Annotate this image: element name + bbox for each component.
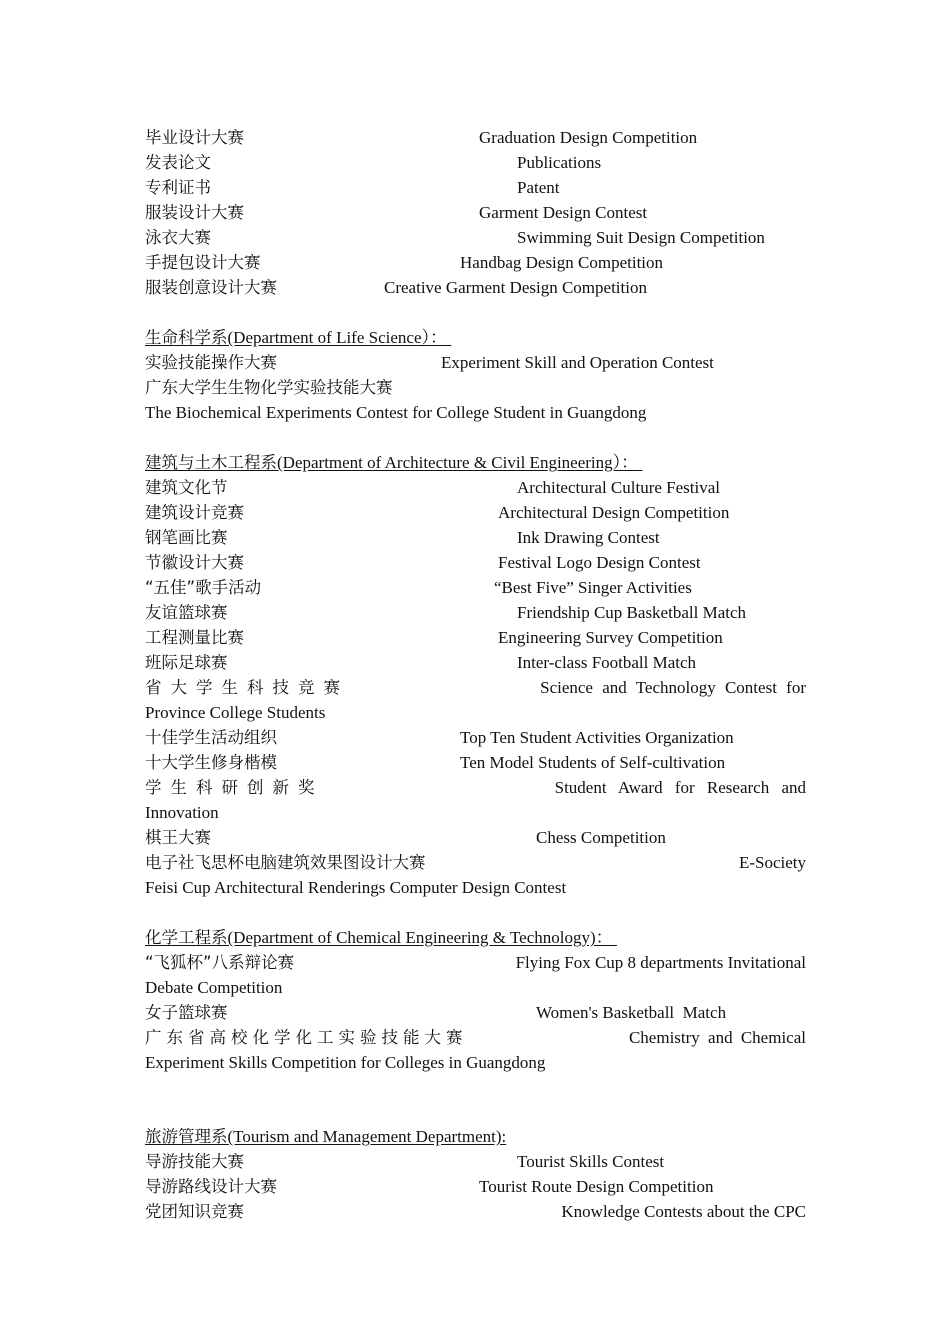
- item-zh: 省大学生科技竞赛: [145, 678, 349, 697]
- item-zh: 电子社飞思杯电脑建筑效果图设计大赛: [145, 853, 426, 872]
- list-item: [145, 225, 806, 250]
- item-zh: 友谊篮球赛: [145, 603, 228, 622]
- item-zh: 建筑设计竞赛: [145, 503, 244, 522]
- item-en: Student Award for Research and: [554, 778, 806, 797]
- list-item-continuation: [145, 1050, 806, 1075]
- item-en: Publications: [517, 153, 602, 172]
- heading-en: (Department of Life Science）：: [227, 328, 447, 347]
- list-item: [145, 950, 806, 975]
- item-en: Chess Competition: [536, 828, 666, 847]
- item-zh: 泳衣大赛: [145, 228, 211, 247]
- list-item: [145, 475, 806, 500]
- item-en: Ink Drawing Contest: [517, 528, 660, 547]
- list-item: [145, 850, 806, 875]
- list-item: [145, 550, 806, 575]
- item-en: Swimming Suit Design Competition: [517, 228, 765, 247]
- list-item: [145, 175, 806, 200]
- item-zh: 服装创意设计大赛: [145, 278, 277, 297]
- list-item: [145, 1000, 806, 1025]
- item-en: Inter-class Football Match: [517, 653, 697, 672]
- list-item-continuation: [145, 975, 806, 1000]
- item-zh: 实验技能操作大赛: [145, 353, 277, 372]
- item-zh: 十佳学生活动组织: [145, 728, 277, 747]
- section-heading-architecture: [145, 450, 642, 475]
- item-zh: 建筑文化节: [145, 478, 228, 497]
- item-zh: 发表论文: [145, 153, 211, 172]
- list-item: [145, 350, 806, 375]
- item-en: Tourist Skills Contest: [517, 1152, 665, 1171]
- item-en: Patent: [517, 178, 560, 197]
- list-item: [145, 650, 806, 675]
- heading-zh: 化学工程系: [145, 928, 228, 947]
- item-zh: 工程测量比赛: [145, 628, 244, 647]
- item-zh: 手提包设计大赛: [145, 253, 261, 272]
- item-zh: 导游技能大赛: [145, 1152, 244, 1171]
- list-item: [145, 525, 806, 550]
- list-item: [145, 400, 806, 425]
- item-en: Flying Fox Cup 8 departments Invitational: [515, 953, 806, 972]
- item-en: Experiment Skill and Operation Contest: [441, 353, 714, 372]
- item-en: Architectural Design Competition: [498, 503, 730, 522]
- item-en: E-Society: [738, 853, 806, 872]
- list-item: [145, 200, 806, 225]
- item-en: “Best Five” Singer Activities: [494, 578, 692, 597]
- item-en: Handbag Design Competition: [460, 253, 664, 272]
- section-heading-life-science: [145, 325, 451, 350]
- list-item: [145, 1149, 806, 1174]
- heading-en: (Department of Architecture & Civil Engineering）：: [277, 453, 639, 472]
- list-item: [145, 375, 806, 400]
- item-zh: 班际足球赛: [145, 653, 228, 672]
- list-item: [145, 1174, 806, 1199]
- item-en: Graduation Design Competition: [479, 128, 698, 147]
- item-en: Chemistry and Chemical: [628, 1028, 806, 1047]
- list-item-continuation: [145, 800, 806, 825]
- heading-zh: 建筑与土木工程系: [145, 453, 277, 472]
- item-zh: “五佳”歌手活动: [145, 578, 262, 597]
- list-item: [145, 725, 806, 750]
- item-en: Engineering Survey Competition: [498, 628, 723, 647]
- list-item: [145, 1199, 806, 1224]
- item-en: Festival Logo Design Contest: [498, 553, 701, 572]
- list-item-continuation: [145, 700, 806, 725]
- list-item: [145, 825, 806, 850]
- list-item: [145, 500, 806, 525]
- list-item: [145, 750, 806, 775]
- section-heading-chemical-engineering: [145, 925, 617, 950]
- list-item: [145, 275, 806, 300]
- item-en: Creative Garment Design Competition: [384, 278, 647, 297]
- item-en: Knowledge Contests about the CPC: [561, 1202, 806, 1221]
- item-zh: 服装设计大赛: [145, 203, 244, 222]
- item-en: The Biochemical Experiments Contest for College Student in Guangdong: [145, 403, 647, 422]
- item-en: Top Ten Student Activities Organization: [460, 728, 734, 747]
- item-en-cont: Feisi Cup Architectural Renderings Computer Design Contest: [145, 878, 567, 897]
- section-heading-tourism: [145, 1124, 506, 1149]
- item-en-cont: Province College Students: [145, 703, 326, 722]
- list-item: [145, 625, 806, 650]
- list-item: [145, 575, 806, 600]
- heading-zh: 生命科学系: [145, 328, 228, 347]
- item-zh: 钢笔画比赛: [145, 528, 228, 547]
- list-item: [145, 675, 806, 700]
- item-zh: 节徽设计大赛: [145, 553, 244, 572]
- item-zh: 导游路线设计大赛: [145, 1177, 277, 1196]
- item-zh: 毕业设计大赛: [145, 128, 244, 147]
- item-en: Friendship Cup Basketball Match: [517, 603, 747, 622]
- item-zh: 女子篮球赛: [145, 1003, 228, 1022]
- item-zh: 学生科研创新奖: [145, 778, 324, 797]
- list-item: [145, 150, 806, 175]
- item-en: Science and Technology Contest for: [540, 678, 806, 697]
- item-zh: 党团知识竞赛: [145, 1202, 244, 1221]
- item-zh: 十大学生修身楷模: [145, 753, 277, 772]
- item-en-cont: Debate Competition: [145, 978, 283, 997]
- list-item: [145, 250, 806, 275]
- item-zh: 广东省高校化学化工实验技能大赛: [145, 1028, 468, 1047]
- heading-zh: 旅游管理系: [145, 1127, 228, 1146]
- item-zh: “飞狐杯”八系辩论赛: [145, 953, 295, 972]
- list-item: [145, 775, 806, 800]
- heading-en: (Tourism and Management Department):: [227, 1127, 507, 1146]
- list-item-continuation: [145, 875, 806, 900]
- list-item: [145, 1025, 806, 1050]
- list-item: [145, 600, 806, 625]
- heading-en: (Department of Chemical Engineering & Technology)：: [227, 928, 613, 947]
- item-zh: 广东大学生生物化学实验技能大赛: [145, 378, 393, 397]
- item-en: Women's Basketball Match: [536, 1003, 727, 1022]
- item-en-cont: Innovation: [145, 803, 219, 822]
- item-zh: 专利证书: [145, 178, 211, 197]
- item-en: Architectural Culture Festival: [517, 478, 720, 497]
- list-item: [145, 125, 806, 150]
- item-en: Ten Model Students of Self-cultivation: [460, 753, 726, 772]
- item-en-cont: Experiment Skills Competition for Colleges in Guangdong: [145, 1053, 546, 1072]
- item-zh: 棋王大赛: [145, 828, 211, 847]
- item-en: Tourist Route Design Competition: [479, 1177, 714, 1196]
- item-en: Garment Design Contest: [479, 203, 648, 222]
